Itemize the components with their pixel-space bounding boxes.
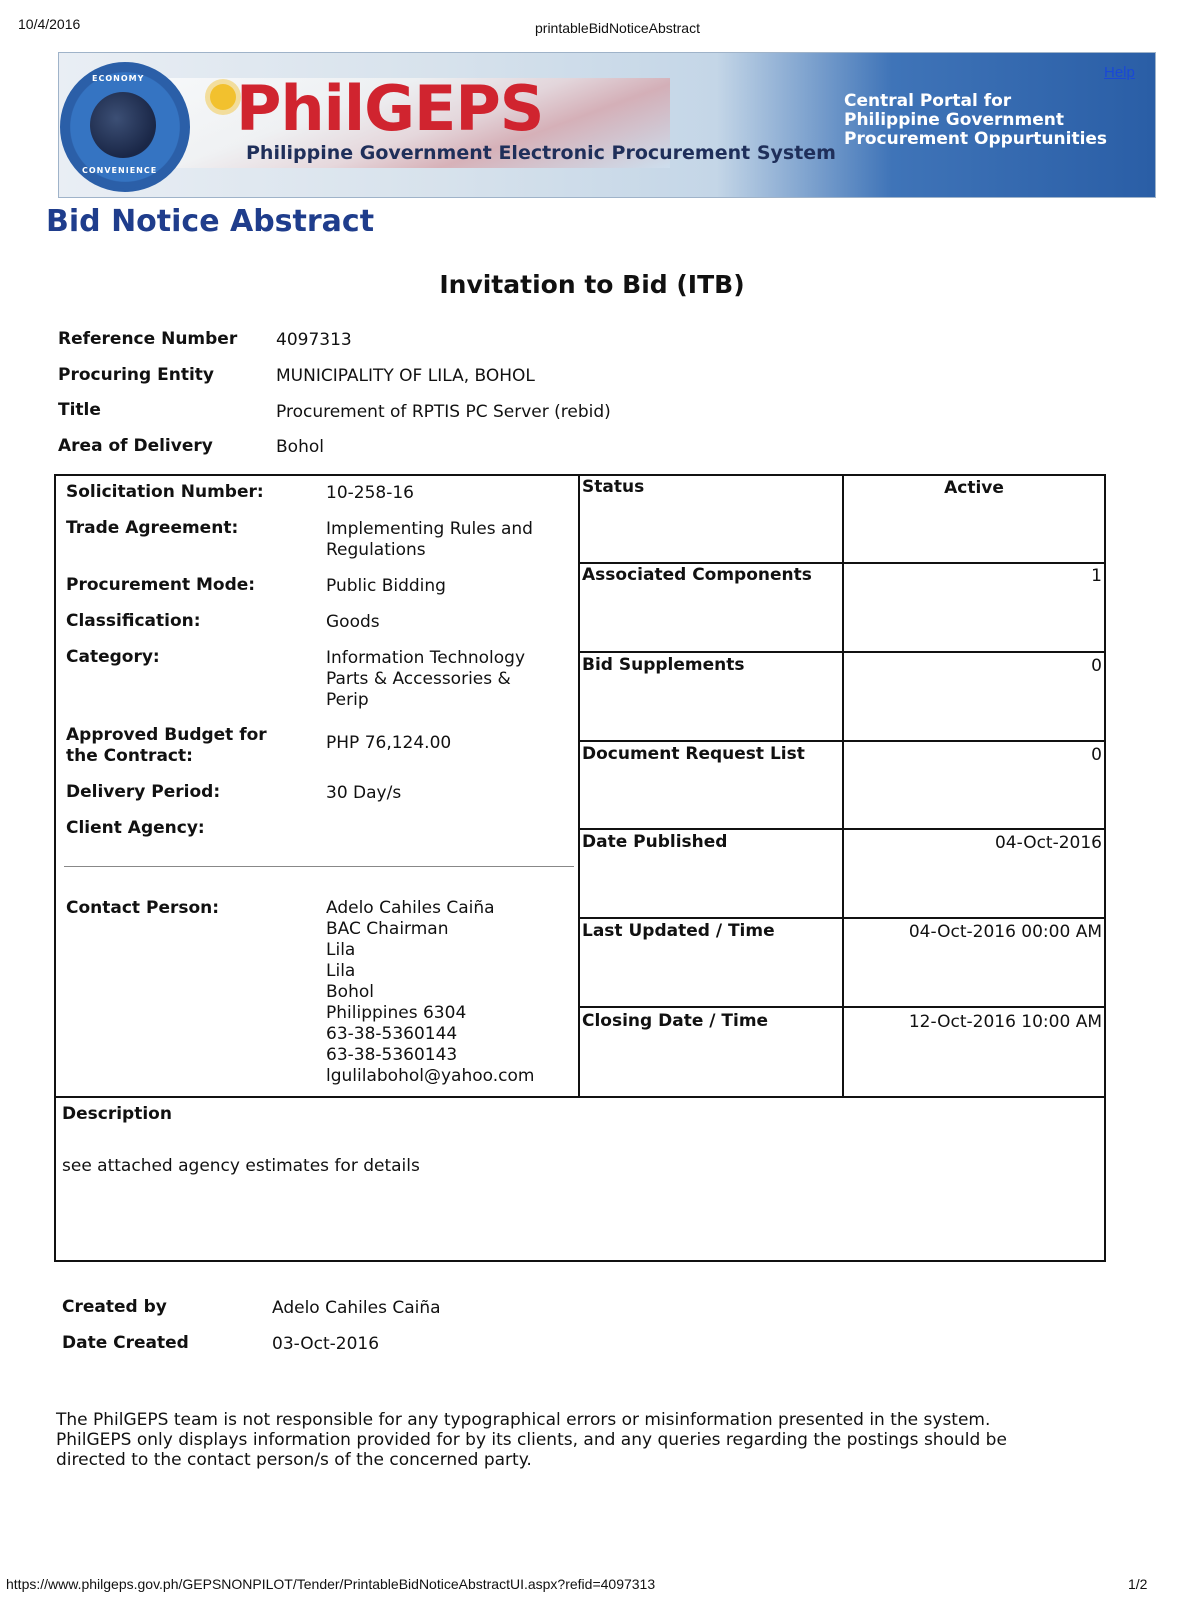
print-date: 10/4/2016 (18, 16, 81, 32)
category-line: Information Technology (326, 648, 526, 668)
date-published-value: 04-Oct-2016 (994, 833, 1102, 853)
status-row-divider (578, 1006, 1106, 1008)
contact-line: 63-38-5360143 (326, 1045, 458, 1065)
contact-person-label: Contact Person: (66, 898, 220, 918)
contact-line: Lila (326, 961, 356, 981)
description-value: see attached agency estimates for details (62, 1156, 420, 1176)
category-label: Category: (66, 647, 160, 667)
procurement-mode-value: Public Bidding (326, 576, 446, 596)
document-request-list-label: Document Request List (582, 744, 805, 764)
delivery-period-label: Delivery Period: (66, 782, 221, 802)
classification-value: Goods (326, 612, 380, 632)
solicitation-number-value: 10-258-16 (326, 483, 414, 503)
brand-logo-text: PhilGEPS (236, 72, 544, 145)
closing-date-value: 12-Oct-2016 10:00 AM (908, 1012, 1102, 1032)
sun-icon (210, 84, 236, 110)
last-updated-label: Last Updated / Time (582, 921, 775, 941)
delivery-period-value: 30 Day/s (326, 783, 402, 803)
status-row-divider (578, 651, 1106, 653)
page-number: 1/2 (1128, 1576, 1148, 1592)
contact-email: lgulilabohol@yahoo.com (326, 1066, 535, 1086)
brand-subtitle: Philippine Government Electronic Procurement System (246, 142, 836, 164)
date-published-label: Date Published (582, 832, 728, 852)
area-of-delivery-label: Area of Delivery (58, 436, 213, 456)
disclaimer (56, 1410, 1136, 1470)
status-row-divider (578, 917, 1106, 919)
disclaimer-line: directed to the contact person/s of the concerned party. (56, 1450, 532, 1470)
notice-type-title: Invitation to Bid (ITB) (439, 270, 745, 299)
document-request-list-value: 0 (1091, 745, 1102, 765)
status-column-divider (842, 474, 844, 1096)
contact-line: Philippines 6304 (326, 1003, 467, 1023)
category-value (326, 648, 525, 711)
logo-ring-word-bottom: CONVENIENCE (82, 166, 158, 175)
portal-line: Central Portal for (844, 91, 1012, 111)
contact-line: BAC Chairman (326, 919, 449, 939)
logo-ring-word-top: ECONOMY (92, 74, 145, 83)
approved-budget-value: PHP 76,124.00 (326, 733, 452, 753)
trade-agreement-line: Implementing Rules and (326, 519, 533, 539)
created-by-label: Created by (62, 1297, 167, 1317)
date-created-label: Date Created (62, 1333, 189, 1353)
created-by-value: Adelo Cahiles Caiña (272, 1298, 441, 1318)
status-row-divider (578, 562, 1106, 564)
bid-supplements-label: Bid Supplements (582, 655, 745, 675)
description-label: Description (62, 1104, 172, 1124)
client-agency-divider (64, 866, 574, 867)
disclaimer-line: The PhilGEPS team is not responsible for any typographical errors or misinformation presented in the system. (56, 1410, 991, 1430)
reference-number-label: Reference Number (58, 329, 238, 349)
title-label: Title (58, 400, 101, 420)
approved-budget-label (66, 725, 267, 767)
status-row-divider (578, 828, 1106, 830)
area-of-delivery-value: Bohol (276, 437, 324, 457)
contact-person-value (326, 898, 534, 1087)
contact-line: Bohol (326, 982, 374, 1002)
description-divider (54, 1096, 1106, 1098)
category-line: Perip (326, 690, 369, 710)
approved-budget-label-line: Approved Budget for (66, 725, 267, 745)
print-url: https://www.philgeps.gov.ph/GEPSNONPILOT/Tender/PrintableBidNoticeAbstractUI.aspx?refid=4097313 (6, 1576, 656, 1592)
globe-icon (90, 92, 156, 158)
portal-line: Procurement Oppurtunities (844, 129, 1108, 149)
closing-date-label: Closing Date / Time (582, 1011, 769, 1031)
contact-line: 63-38-5360144 (326, 1024, 458, 1044)
approved-budget-label-line: the Contract: (66, 746, 193, 766)
status-value: Active (944, 478, 1004, 498)
procuring-entity-label: Procuring Entity (58, 365, 214, 385)
procuring-entity-value: MUNICIPALITY OF LILA, BOHOL (276, 366, 535, 386)
help-link[interactable]: Help (1104, 64, 1135, 81)
trade-agreement-label: Trade Agreement: (66, 518, 239, 538)
portal-line: Philippine Government (844, 110, 1064, 130)
portal-tagline (844, 92, 1134, 149)
associated-components-value: 1 (1091, 566, 1102, 586)
trade-agreement-value (326, 519, 533, 561)
title-value: Procurement of RPTIS PC Server (rebid) (276, 402, 611, 422)
category-line: Parts & Accessories & (326, 669, 511, 689)
contact-line: Lila (326, 940, 356, 960)
date-created-value: 03-Oct-2016 (272, 1334, 380, 1354)
solicitation-number-label: Solicitation Number: (66, 482, 264, 502)
disclaimer-line: PhilGEPS only displays information provided for by its clients, and any queries regarding the postings should be (56, 1430, 1007, 1450)
print-doc-title: printableBidNoticeAbstract (535, 20, 700, 36)
procurement-mode-label: Procurement Mode: (66, 575, 256, 595)
page-title: Bid Notice Abstract (46, 204, 375, 239)
classification-label: Classification: (66, 611, 201, 631)
associated-components-label: Associated Components (582, 565, 812, 585)
trade-agreement-line: Regulations (326, 540, 426, 560)
contact-line: Adelo Cahiles Caiña (326, 898, 495, 918)
column-divider (578, 474, 580, 1096)
client-agency-label: Client Agency: (66, 818, 205, 838)
last-updated-value: 04-Oct-2016 00:00 AM (908, 922, 1102, 942)
status-row-divider (578, 740, 1106, 742)
status-label: Status (582, 477, 645, 497)
bid-supplements-value: 0 (1091, 656, 1102, 676)
reference-number-value: 4097313 (276, 330, 352, 350)
